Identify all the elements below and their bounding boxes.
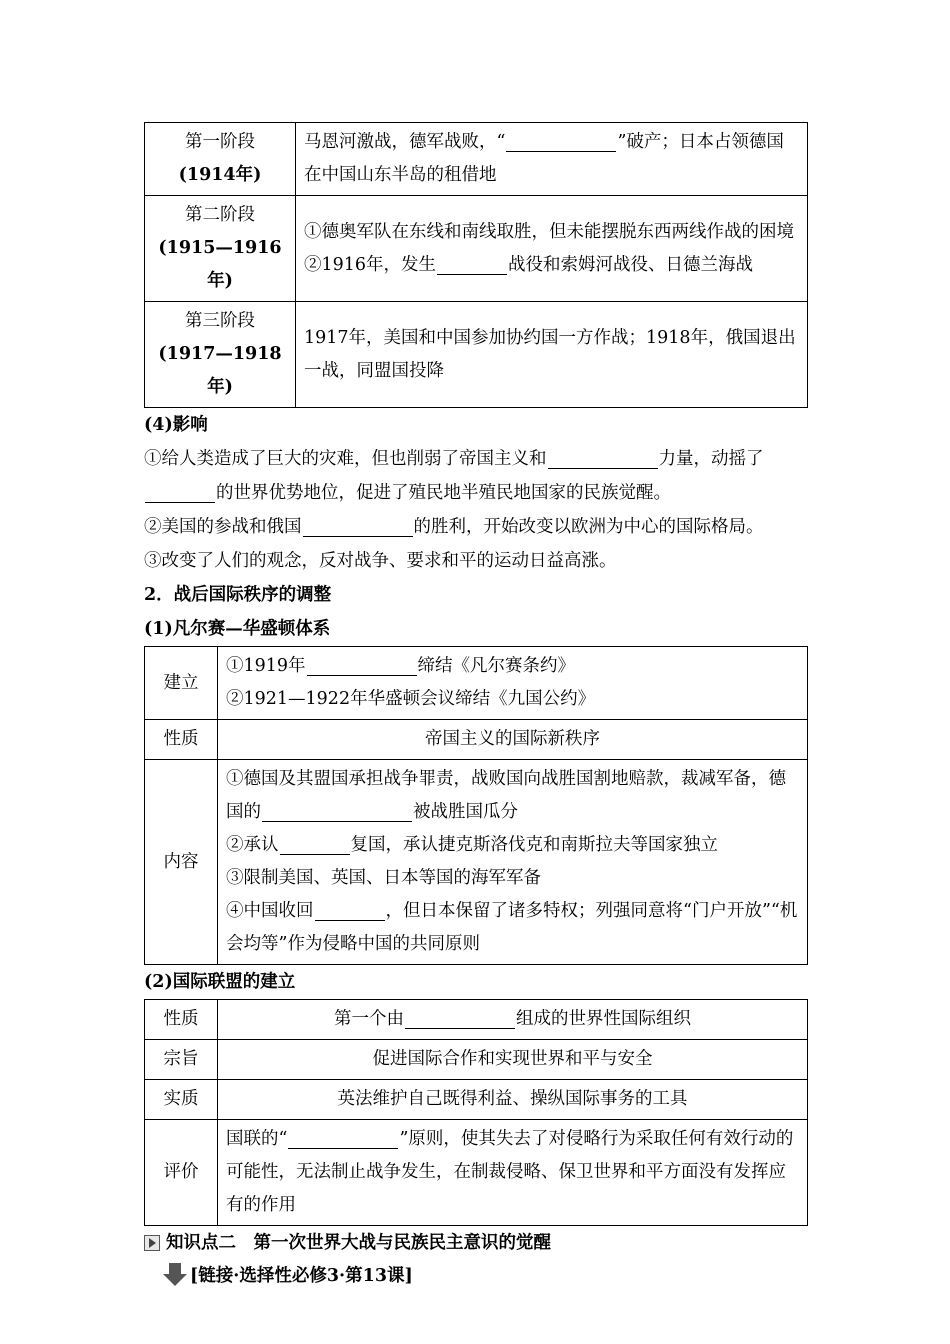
stage-content: 马恩河激战，德军战败，“ ”破产；日本占领德国在中国山东半岛的租借地	[296, 123, 808, 196]
war-stages-table	[144, 122, 808, 408]
subsection-heading: (1)凡尔赛—华盛顿体系	[144, 619, 331, 639]
knowledge-point-heading: 知识点二 第一次世界大战与民族民主意识的觉醒	[144, 1228, 808, 1258]
versailles-table	[144, 646, 808, 965]
fill-blank[interactable]	[262, 802, 412, 822]
row-label: 性质	[145, 1000, 218, 1040]
stage-content: ①德奥军队在东线和南线取胜，但未能摆脱东西两线作战的困境 ②1916年，发生 战役和索姆河战役、日德兰海战	[296, 196, 808, 302]
impact-item-1: ①给人类造成了巨大的灾难，但也削弱了帝国主义和 力量，动摇了的世界优势地位，促进了殖民地半殖民地国家的民族觉醒。	[144, 449, 764, 503]
fill-blank[interactable]	[280, 835, 350, 855]
table-row	[145, 647, 808, 720]
fill-blank[interactable]	[437, 255, 507, 275]
league-table	[144, 999, 808, 1226]
table-row	[145, 1000, 808, 1040]
fill-blank[interactable]	[303, 517, 413, 537]
impact-heading: (4)影响	[144, 415, 208, 435]
stage-content: 1917年，美国和中国参加协约国一方作战；1918年，俄国退出一战，同盟国投降	[296, 302, 808, 408]
impact-item-2: ②美国的参战和俄国 的胜利，开始改变以欧洲为中心的国际格局。	[144, 517, 764, 537]
table-row	[145, 196, 808, 302]
down-arrow-icon	[162, 1263, 188, 1287]
stage-label: 第二阶段 (1915—1916年)	[145, 196, 296, 302]
row-label: 宗旨	[145, 1040, 218, 1080]
row-content: 英法维护自己既得利益、操纵国际事务的工具	[218, 1080, 808, 1120]
section-heading: 2．战后国际秩序的调整	[144, 585, 332, 605]
row-content: 国联的“ ”原则，使其失去了对侵略行为采取任何有效行动的可能性，无法制止战争发生，在制裁侵略、保卫世界和平方面没有发挥应有的作用	[218, 1120, 808, 1226]
impact-item-3: ③改变了人们的观念，反对战争、要求和平的运动日益高涨。	[144, 551, 617, 571]
table-row	[145, 1080, 808, 1120]
row-content: 帝国主义的国际新秩序	[218, 720, 808, 760]
row-label: 实质	[145, 1080, 218, 1120]
table-row	[145, 1040, 808, 1080]
table-row	[145, 302, 808, 408]
table-row	[145, 720, 808, 760]
stage-label: 第三阶段 (1917—1918年)	[145, 302, 296, 408]
row-content: ①1919年 缔结《凡尔赛条约》 ②1921—1922年华盛顿会议缔结《九国公约》	[218, 647, 808, 720]
stage-label: 第一阶段 (1914年)	[145, 123, 296, 196]
fill-blank[interactable]	[145, 483, 215, 503]
fill-blank[interactable]	[506, 132, 616, 152]
row-content: 促进国际合作和实现世界和平与安全	[218, 1040, 808, 1080]
row-content: ①德国及其盟国承担战争罪责，战败国向战胜国割地赔款，裁减军备，德国的 被战胜国瓜分 ②承认 复国，承认捷克斯洛伐克和南斯拉夫等国家独立 ③限制美国、英国、日本等国的海军军备 ④中国收回 ，但日本保留了诸多特权；列强同意将“门户开放”“机会均等”作为侵略中国的共同原则	[218, 760, 808, 965]
page-content	[144, 122, 808, 1287]
play-icon	[144, 1235, 160, 1251]
fill-blank[interactable]	[288, 1129, 398, 1149]
row-label: 建立	[145, 647, 218, 720]
row-content: 第一个由 组成的世界性国际组织	[218, 1000, 808, 1040]
row-label: 性质	[145, 720, 218, 760]
subsection-heading: (2)国际联盟的建立	[144, 972, 296, 992]
course-link[interactable]: [链接·选择性必修3·第13课]	[162, 1262, 808, 1287]
fill-blank[interactable]	[548, 449, 658, 469]
row-label: 内容	[145, 760, 218, 965]
table-row	[145, 760, 808, 965]
row-label: 评价	[145, 1120, 218, 1226]
table-row	[145, 1120, 808, 1226]
fill-blank[interactable]	[307, 656, 417, 676]
fill-blank[interactable]	[405, 1009, 515, 1029]
table-row	[145, 123, 808, 196]
fill-blank[interactable]	[315, 901, 385, 921]
